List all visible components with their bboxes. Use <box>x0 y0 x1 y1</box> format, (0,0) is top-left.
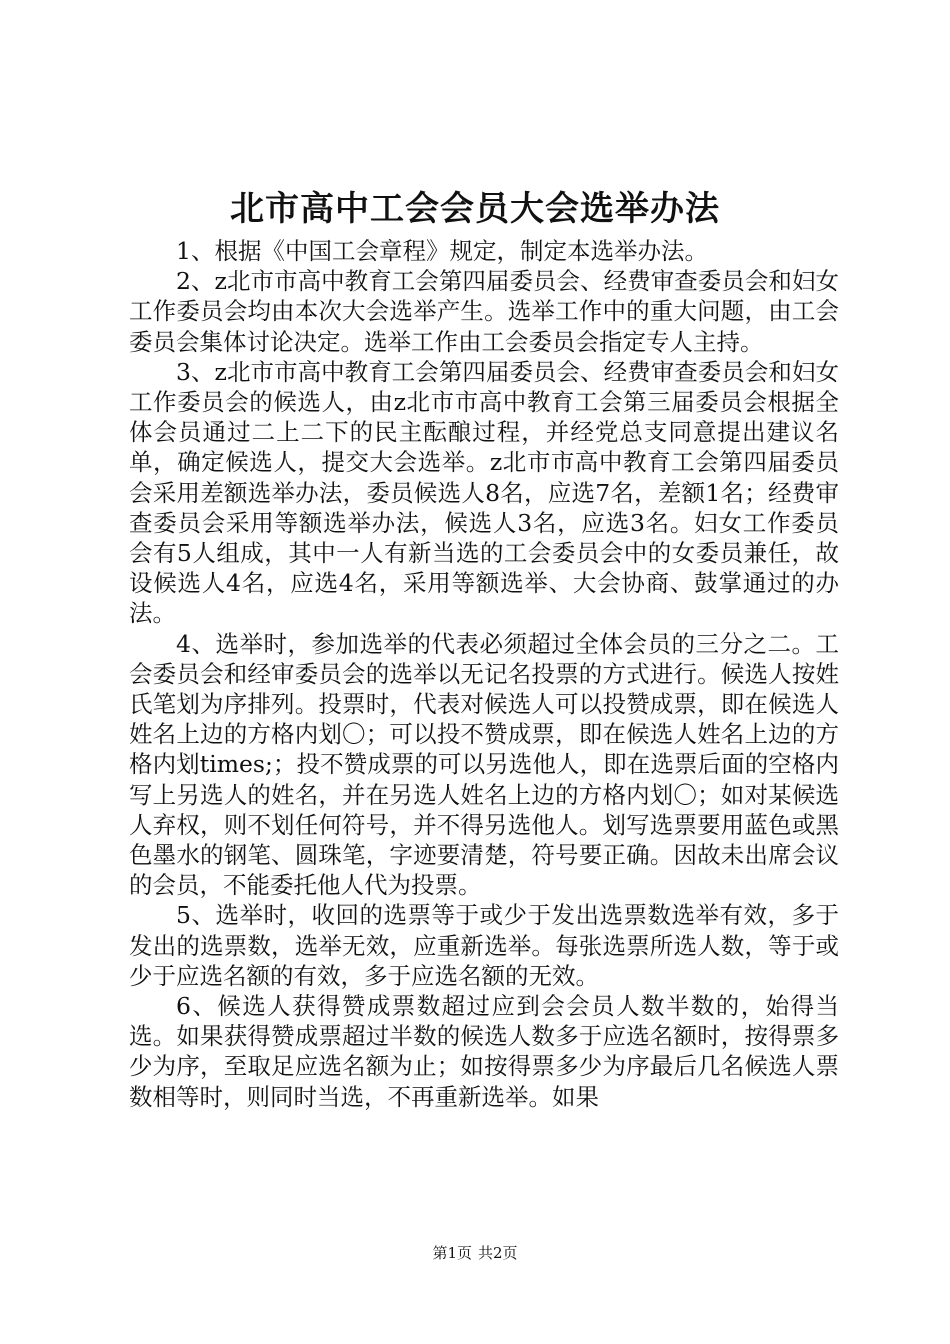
document-title: 北市高中工会会员大会选举办法 <box>230 189 720 229</box>
document-body <box>129 236 839 1112</box>
paragraph-6: 6、候选人获得赞成票数超过应到会会员人数半数的，始得当选。如果获得赞成票超过半数的候选人数多于应选名额时，按得票多少为序，至取足应选名额为止；如按得票多少为序最后几名候选人票数相等时，则同时当选，不再重新选举。如果 <box>129 992 839 1111</box>
paragraph-5: 5、选举时，收回的选票等于或少于发出选票数选举有效，多于发出的选票数，选举无效，应重新选举。每张选票所选人数，等于或少于应选名额的有效，多于应选名额的无效。 <box>129 901 839 990</box>
page-total: 共2页 <box>478 1244 518 1262</box>
page-number: 第1页 <box>432 1244 472 1262</box>
paragraph-1: 1、根据《中国工会章程》规定，制定本选举办法。 <box>176 237 708 265</box>
page-footer <box>0 1243 950 1263</box>
paragraph-2: 2、z北市市高中教育工会第四届委员会、经费审查委员会和妇女工作委员会均由本次大会选举产生。选举工作中的重大问题，由工会委员会集体讨论决定。选举工作由工会委员会指定专人主持。 <box>129 267 839 356</box>
paragraph-4: 4、选举时，参加选举的代表必须超过全体会员的三分之二。工会委员会和经审委员会的选举以无记名投票的方式进行。候选人按姓氏笔划为序排列。投票时，代表对候选人可以投赞成票，即在候选人姓名上边的方格内划〇；可以投不赞成票，即在候选人姓名上边的方格内划times;；投不赞成票的可以另选他人，即在选票后面的空格内写上另选人的姓名，并在另选人姓名上边的方格内划〇；如对某候选人弃权，则不划任何符号，并不得另选他人。划写选票要用蓝色或黑色墨水的钢笔、圆珠笔，字迹要清楚，符号要正确。因故未出席会议的会员，不能委托他人代为投票。 <box>129 629 839 900</box>
paragraph-3: 3、z北市市高中教育工会第四届委员会、经费审查委员会和妇女工作委员会的候选人，由z北市市高中教育工会第三届委员会根据全体会员通过二上二下的民主酝酿过程，并经党总支同意提出建议名单，确定候选人，提交大会选举。z北市市高中教育工会第四届委员会采用差额选举办法，委员候选人8名，应选7名，差额1名；经费审查委员会采用等额选举办法，候选人3名，应选3名。妇女工作委员会有5人组成，其中一人有新当选的工会委员会中的女委员兼任，故设候选人4名，应选4名，采用等额选举、大会协商、鼓掌通过的办法。 <box>129 357 839 628</box>
